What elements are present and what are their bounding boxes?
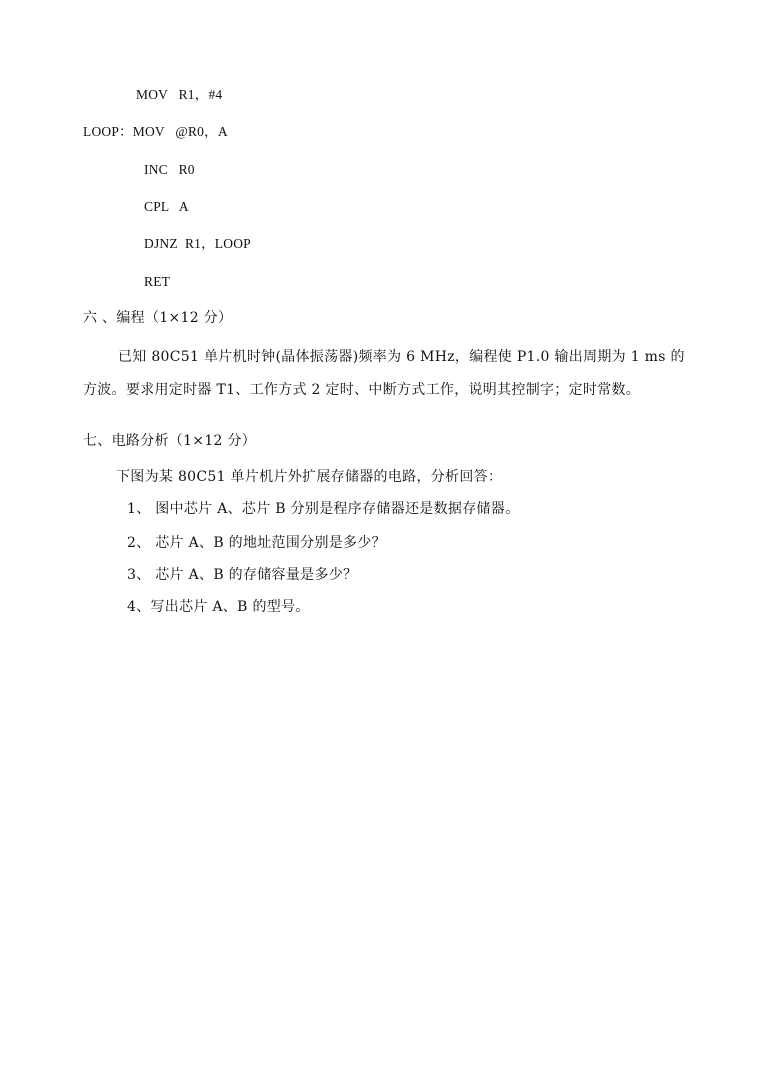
section-7-intro: 下图为某 80C51 单片机片外扩展存储器的电路，分析回答：	[116, 469, 503, 485]
section-6-paragraph-line-2: 方波。要求用定时器 T1、工作方式 2 定时、中断方式工作，说明其控制字；定时常数。	[83, 382, 641, 398]
code-line-loop: LOOP：MOV @R0，A	[83, 124, 228, 139]
code-line-inc: INC R0	[144, 162, 195, 177]
code-line-mov-r1: MOV R1，#4	[136, 87, 223, 102]
code-line-djnz: DJNZ R1，LOOP	[144, 236, 251, 251]
question-3: 3、 芯片 A、B 的存储容量是多少？	[127, 567, 358, 583]
section-7-heading: 七、电路分析（1×12 分）	[83, 433, 257, 449]
code-line-ret: RET	[144, 274, 171, 289]
question-2: 2、 芯片 A、B 的地址范围分别是多少？	[127, 535, 386, 551]
section-6-paragraph-line-1: 已知 80C51 单片机时钟(晶体振荡器)频率为 6 MHz，编程使 P1.0 输出周期为 1 ms 的	[118, 349, 685, 365]
question-1: 1、 图中芯片 A、芯片 B 分别是程序存储器还是数据存储器。	[127, 501, 520, 517]
section-6-heading: 六 、编程（1×12 分）	[83, 310, 233, 326]
code-line-cpl: CPL A	[144, 199, 189, 214]
question-4: 4、写出芯片 A、B 的型号。	[127, 599, 310, 615]
